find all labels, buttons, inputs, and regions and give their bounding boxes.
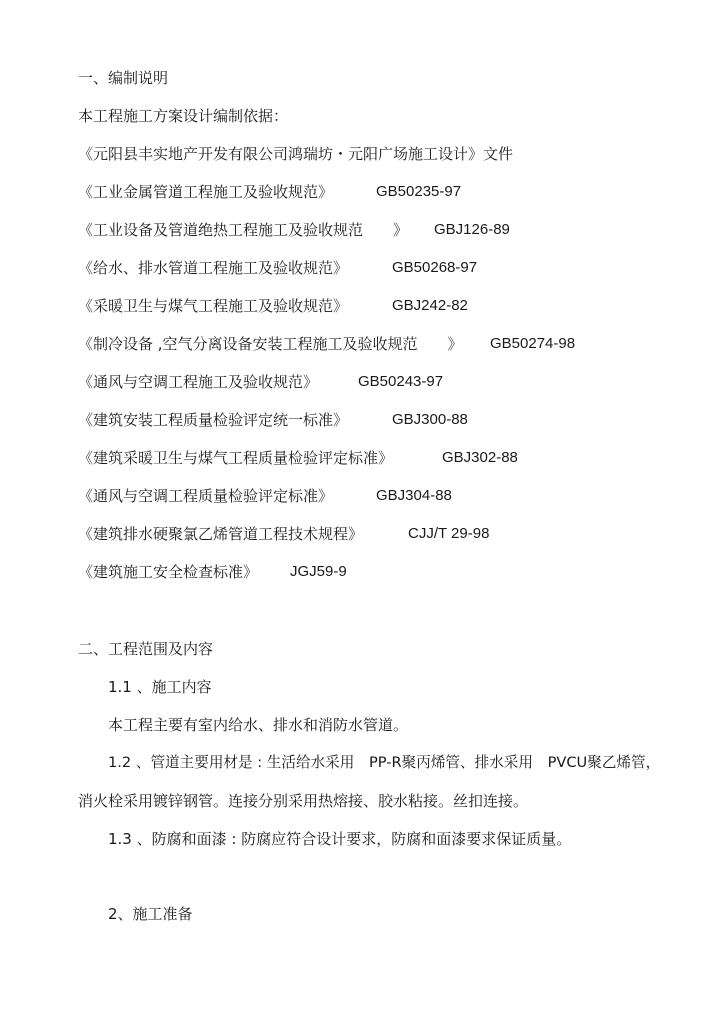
reference-title: 《工业金属管道工程施工及验收规范》 <box>78 183 334 201</box>
reference-title: 《制冷设备 ,空气分离设备安装工程施工及验收规范 》 <box>78 335 463 353</box>
reference-title: 《工业设备及管道绝热工程施工及验收规范 》 <box>78 221 409 239</box>
reference-title: 《通风与空调工程质量检验评定标准》 <box>78 487 334 505</box>
reference-title: 《通风与空调工程施工及验收规范》 <box>78 373 319 391</box>
reference-code: GB50268-97 <box>392 259 478 276</box>
section2-heading: 二、工程范围及内容 <box>78 640 214 658</box>
reference-title: 《元阳县丰实地产开发有限公司鸿瑞坊・元阳广场施工设计》文件 <box>78 145 514 163</box>
reference-code: GBJ304-88 <box>376 487 452 504</box>
section3-heading: 2、施工准备 <box>108 905 193 923</box>
reference-code: GB50235-97 <box>376 183 462 200</box>
item1-title: 1.1 、施工内容 <box>108 678 212 696</box>
reference-code: CJJ/T 29-98 <box>408 525 490 542</box>
reference-code: GBJ302-88 <box>442 449 518 466</box>
reference-code: GBJ126-89 <box>434 221 510 238</box>
section1-heading: 一、编制说明 <box>78 69 169 87</box>
reference-code: JGJ59-9 <box>290 563 347 580</box>
reference-code: GB50274-98 <box>490 335 576 352</box>
reference-title: 《建筑施工安全检查标准》 <box>78 563 259 581</box>
reference-title: 《建筑安装工程质量检验评定统一标准》 <box>78 411 349 429</box>
reference-code: GB50243-97 <box>358 373 444 390</box>
item2-line1: 1.2 、管道主要用材是 : 生活给水采用 PP-R聚丙烯管、排水采用 PVCU聚乙烯管， <box>108 754 661 771</box>
item1-text: 本工程主要有室内给水、排水和消防水管道。 <box>108 716 409 734</box>
section1-intro: 本工程施工方案设计编制依据： <box>78 107 289 125</box>
reference-title: 《给水、排水管道工程施工及验收规范》 <box>78 259 349 277</box>
item2-line2: 消火栓采用镀锌钢管。连接分别采用热熔接、胶水粘接。丝扣连接。 <box>78 792 529 810</box>
reference-title: 《建筑采暖卫生与煤气工程质量检验评定标准》 <box>78 449 394 467</box>
reference-title: 《建筑排水硬聚氯乙烯管道工程技术规程》 <box>78 525 364 543</box>
item3-text: 1.3 、防腐和面漆 : 防腐应符合设计要求，防腐和面漆要求保证质量。 <box>108 830 572 848</box>
reference-code: GBJ242-82 <box>392 297 468 314</box>
reference-title: 《采暖卫生与煤气工程施工及验收规范》 <box>78 297 349 315</box>
reference-code: GBJ300-88 <box>392 411 468 428</box>
